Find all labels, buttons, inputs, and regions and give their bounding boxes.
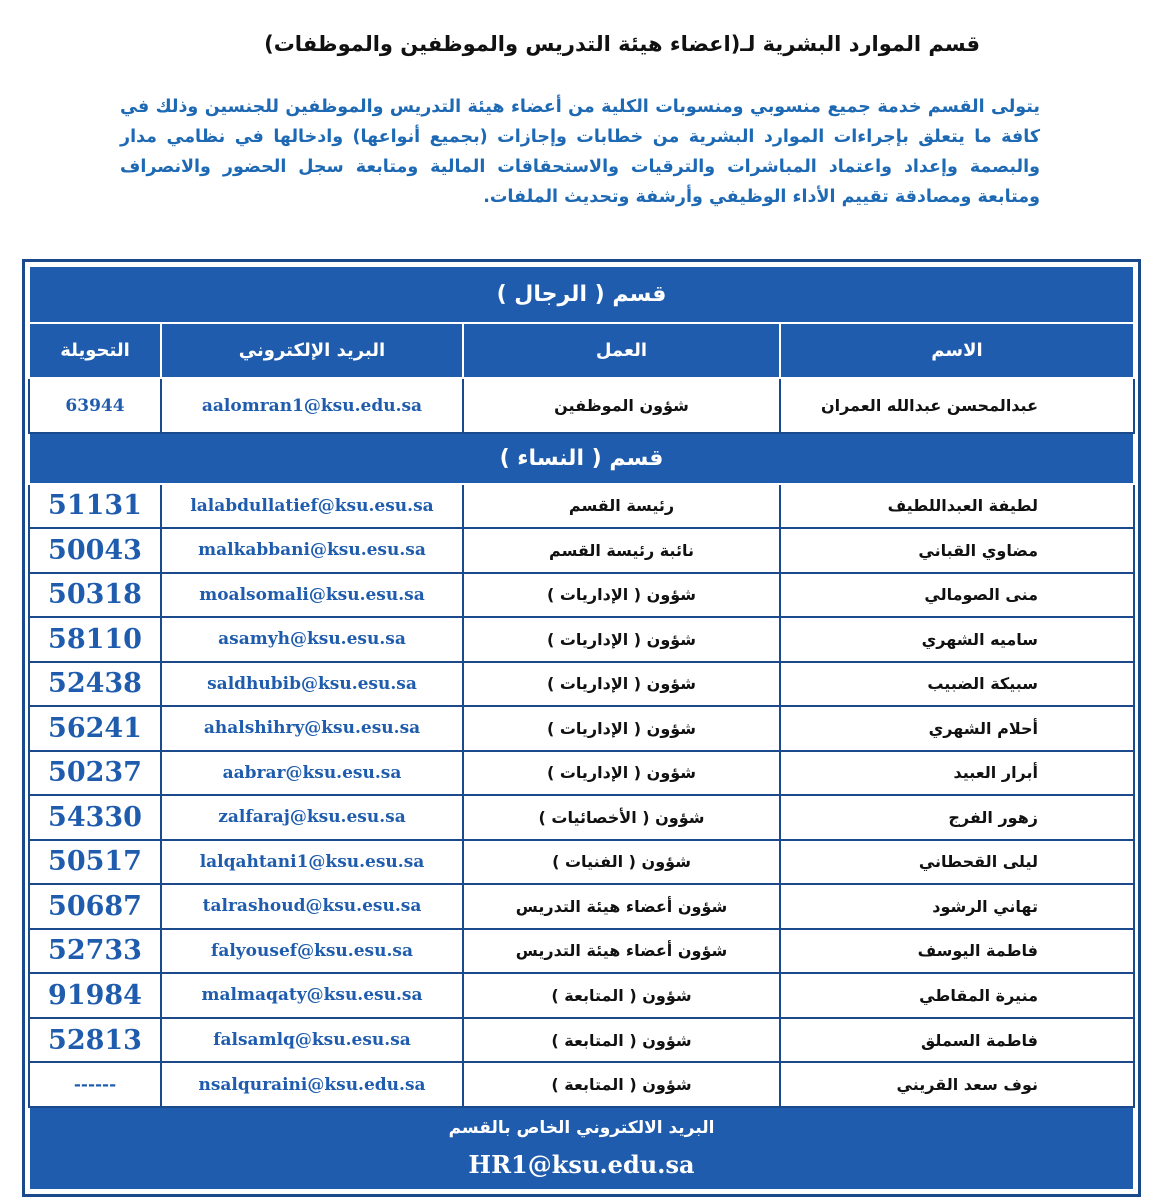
table-row (29, 1018, 1134, 1063)
job-cell: شؤون أعضاء هيئة التدريس (463, 884, 780, 929)
extension-cell: 52438 (29, 662, 161, 707)
extension-cell: 91984 (29, 973, 161, 1018)
email-cell[interactable]: asamyh@ksu.esu.sa (161, 617, 463, 662)
name-cell: سبيكة الضبيب (780, 662, 1134, 707)
email-cell[interactable]: talrashoud@ksu.esu.sa (161, 884, 463, 929)
email-cell[interactable]: nsalquraini@ksu.edu.sa (161, 1062, 463, 1107)
footer-cell (29, 1107, 1134, 1190)
men-section-header (29, 266, 1134, 323)
column-header-email: البريد الإلكتروني (161, 323, 463, 379)
footer-label: البريد الالكتروني الخاص بالقسم (448, 1117, 715, 1138)
name-cell: أحلام الشهري (780, 706, 1134, 751)
name-cell: أبرار العبيد (780, 751, 1134, 796)
department-email-link[interactable]: HR1@ksu.edu.sa (468, 1149, 695, 1179)
column-header-row (29, 323, 1134, 379)
name-cell: نوف سعد القريني (780, 1062, 1134, 1107)
column-header-name: الاسم (780, 323, 1134, 379)
contacts-table (28, 265, 1135, 1191)
extension-cell: 50517 (29, 840, 161, 885)
column-header-job: العمل (463, 323, 780, 379)
table-row (29, 378, 1134, 433)
extension-cell: ------ (29, 1062, 161, 1107)
email-cell[interactable]: malkabbani@ksu.esu.sa (161, 528, 463, 573)
extension-cell: 58110 (29, 617, 161, 662)
job-cell: شؤون ( الإداريات ) (463, 662, 780, 707)
extension-cell: 50237 (29, 751, 161, 796)
name-cell: عبدالمحسن عبدالله العمران (780, 378, 1134, 433)
email-cell[interactable]: zalfaraj@ksu.esu.sa (161, 795, 463, 840)
email-cell[interactable]: aabrar@ksu.esu.sa (161, 751, 463, 796)
extension-cell: 50318 (29, 573, 161, 618)
job-cell: شؤون ( الأخصائيات ) (463, 795, 780, 840)
email-cell[interactable]: lalabdullatief@ksu.esu.sa (161, 484, 463, 529)
job-cell: رئيسة القسم (463, 484, 780, 529)
job-cell: شؤون أعضاء هيئة التدريس (463, 929, 780, 974)
women-section-title: قسم ( النساء ) (29, 433, 1134, 484)
job-cell: شؤون الموظفين (463, 378, 780, 433)
name-cell: فاطمة السملق (780, 1018, 1134, 1063)
email-cell[interactable]: aalomran1@ksu.edu.sa (161, 378, 463, 433)
intro-paragraph: يتولى القسم خدمة جميع منسوبي ومنسوبات الكلية من أعضاء هيئة التدريس والموظفين للجنسين وذلك في كافة ما يتعلق بإجراءات الموارد البشرية من خطابات وإجازات (بجميع أنواعها) وادخالها في نظامي مدار والبصمة وإعداد واعتماد المباشرات والترقيات والاستحقاقات المالية ومتابعة سجل الحضور والانصراف ومتابعة ومصادقة تقييم الأداء الوظيفي وأرشفة وتحديث الملفات. (120, 97, 1040, 207)
table-row (29, 573, 1134, 618)
job-cell: شؤون ( المتابعة ) (463, 1062, 780, 1107)
email-cell[interactable]: malmaqaty@ksu.esu.sa (161, 973, 463, 1018)
women-section-header (29, 433, 1134, 484)
table-row (29, 929, 1134, 974)
email-cell[interactable]: ahalshihry@ksu.esu.sa (161, 706, 463, 751)
extension-cell: 52813 (29, 1018, 161, 1063)
extension-cell: 56241 (29, 706, 161, 751)
job-cell: شؤون ( الإداريات ) (463, 706, 780, 751)
job-cell: شؤون ( المتابعة ) (463, 973, 780, 1018)
men-section-title: قسم ( الرجال ) (29, 266, 1134, 323)
table-row (29, 706, 1134, 751)
table-row (29, 751, 1134, 796)
name-cell: تهاني الرشود (780, 884, 1134, 929)
column-header-ext: التحويلة (29, 323, 161, 379)
contacts-table-frame (22, 259, 1141, 1197)
table-row (29, 662, 1134, 707)
job-cell: نائبة رئيسة القسم (463, 528, 780, 573)
email-cell[interactable]: falyousef@ksu.esu.sa (161, 929, 463, 974)
name-cell: ساميه الشهري (780, 617, 1134, 662)
name-cell: فاطمة اليوسف (780, 929, 1134, 974)
table-row (29, 484, 1134, 529)
extension-cell: 52733 (29, 929, 161, 974)
name-cell: منى الصومالي (780, 573, 1134, 618)
table-row (29, 617, 1134, 662)
email-cell[interactable]: saldhubib@ksu.esu.sa (161, 662, 463, 707)
job-cell: شؤون ( الإداريات ) (463, 751, 780, 796)
extension-cell: 54330 (29, 795, 161, 840)
email-cell[interactable]: lalqahtani1@ksu.esu.sa (161, 840, 463, 885)
email-cell[interactable]: falsamlq@ksu.esu.sa (161, 1018, 463, 1063)
email-cell[interactable]: moalsomali@ksu.esu.sa (161, 573, 463, 618)
extension-cell: 51131 (29, 484, 161, 529)
job-cell: شؤون ( الفنيات ) (463, 840, 780, 885)
job-cell: شؤون ( الإداريات ) (463, 573, 780, 618)
extension-cell: 63944 (29, 378, 161, 433)
name-cell: منيرة المقاطي (780, 973, 1134, 1018)
table-row (29, 528, 1134, 573)
job-cell: شؤون ( الإداريات ) (463, 617, 780, 662)
job-cell: شؤون ( المتابعة ) (463, 1018, 780, 1063)
table-row (29, 795, 1134, 840)
table-row (29, 840, 1134, 885)
table-row (29, 973, 1134, 1018)
name-cell: مضاوي القباني (780, 528, 1134, 573)
extension-cell: 50687 (29, 884, 161, 929)
table-row (29, 1062, 1134, 1107)
page-title: قسم الموارد البشرية لـ(اعضاء هيئة التدريس والموظفين والموظفات) (264, 32, 980, 56)
name-cell: زهور الفرج (780, 795, 1134, 840)
name-cell: لطيفة العبداللطيف (780, 484, 1134, 529)
department-email-footer (29, 1107, 1134, 1190)
name-cell: ليلى القحطاني (780, 840, 1134, 885)
table-row (29, 884, 1134, 929)
extension-cell: 50043 (29, 528, 161, 573)
